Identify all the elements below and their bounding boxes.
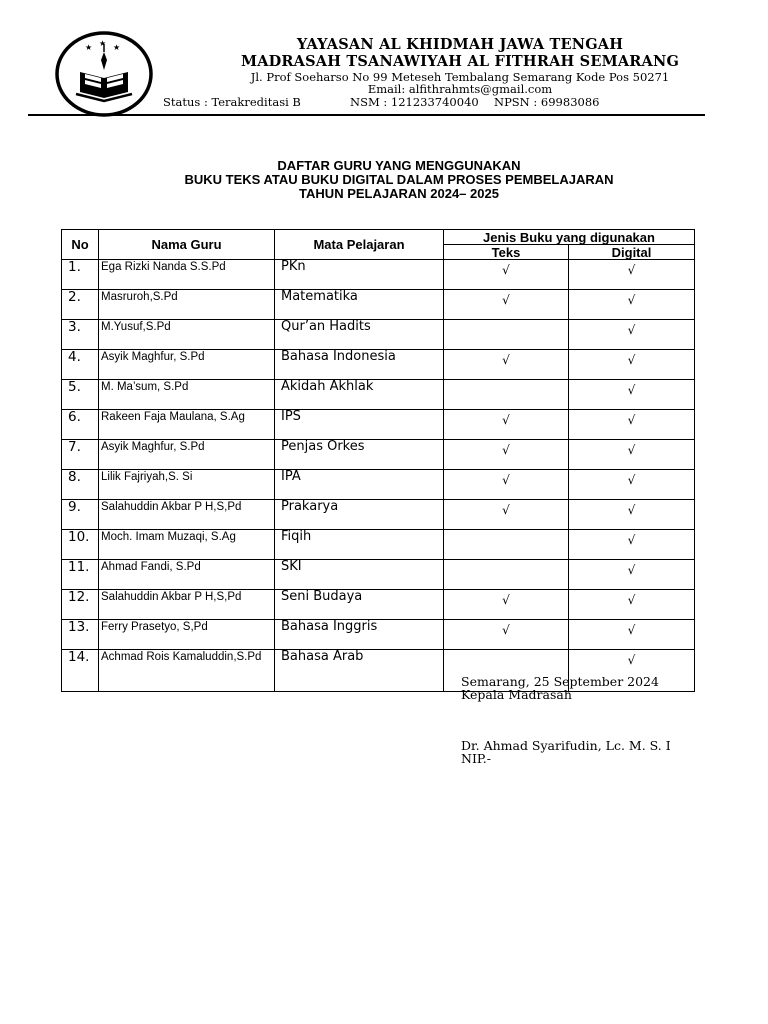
- document-title-line1: DAFTAR GURU YANG MENGGUNAKAN: [277, 158, 521, 173]
- digital-checkmark: √: [569, 380, 695, 410]
- table-row: [62, 320, 695, 350]
- row-number: 14.: [62, 650, 99, 692]
- teks-checkmark: √: [444, 410, 569, 440]
- row-number: 13.: [62, 620, 99, 650]
- digital-checkmark: √: [569, 440, 695, 470]
- teacher-name: M. Ma’sum, S.Pd: [99, 380, 275, 410]
- subject: Seni Budaya: [275, 590, 444, 620]
- teks-checkmark: √: [444, 350, 569, 380]
- document-title-line2: BUKU TEKS ATAU BUKU DIGITAL DALAM PROSES PEMBELAJARAN: [184, 172, 614, 187]
- row-number: 7.: [62, 440, 99, 470]
- table-row: [62, 500, 695, 530]
- row-number: 2.: [62, 290, 99, 320]
- header-nama-guru: Nama Guru: [99, 230, 275, 260]
- school-address: Jl. Prof Soeharso No 99 Meteseh Tembalang Semarang Kode Pos 50271: [250, 70, 670, 84]
- row-number: 1.: [62, 260, 99, 290]
- digital-checkmark: √: [569, 590, 695, 620]
- digital-checkmark: √: [569, 320, 695, 350]
- header-digital: Digital: [569, 245, 695, 260]
- digital-checkmark: √: [569, 470, 695, 500]
- teks-checkmark: √: [444, 590, 569, 620]
- svg-text:★: ★: [99, 39, 107, 48]
- row-number: 6.: [62, 410, 99, 440]
- npsn-number: NPSN : 69983086: [494, 95, 600, 109]
- teks-checkmark: [444, 380, 569, 410]
- school-email: Email: alfithrahmts@gmail.com: [367, 82, 553, 96]
- signature-position: Kepala Madrasah: [461, 687, 572, 702]
- table-row: [62, 290, 695, 320]
- table-row: [62, 350, 695, 380]
- teacher-name: Ahmad Fandi, S.Pd: [99, 560, 275, 590]
- teacher-name: Lilik Fajriyah,S. Si: [99, 470, 275, 500]
- teacher-name: Moch. Imam Muzaqi, S.Ag: [99, 530, 275, 560]
- table-row: [62, 530, 695, 560]
- digital-checkmark: √: [569, 500, 695, 530]
- row-number: 4.: [62, 350, 99, 380]
- header-divider: [28, 114, 705, 116]
- subject: Bahasa Arab: [275, 650, 444, 692]
- teks-checkmark: √: [444, 440, 569, 470]
- teacher-name: Salahuddin Akbar P H,S,Pd: [99, 500, 275, 530]
- table-row: [62, 380, 695, 410]
- subject: SKI: [275, 560, 444, 590]
- row-number: 8.: [62, 470, 99, 500]
- header-teks: Teks: [444, 245, 569, 260]
- signature-nip: NIP.-: [461, 751, 491, 766]
- teks-checkmark: [444, 530, 569, 560]
- teks-checkmark: √: [444, 500, 569, 530]
- teks-checkmark: √: [444, 290, 569, 320]
- table-row: [62, 470, 695, 500]
- teacher-name: Ferry Prasetyo, S,Pd: [99, 620, 275, 650]
- signature-place-date: Semarang, 25 September 2024: [461, 674, 659, 689]
- digital-checkmark: √: [569, 560, 695, 590]
- signature-name: Dr. Ahmad Syarifudin, Lc. M. S. I: [461, 738, 671, 753]
- school-name: MADRASAH TSANAWIYAH AL FITHRAH SEMARANG: [240, 53, 680, 70]
- table-row: [62, 440, 695, 470]
- row-number: 3.: [62, 320, 99, 350]
- teacher-name: Rakeen Faja Maulana, S.Ag: [99, 410, 275, 440]
- subject: Fiqih: [275, 530, 444, 560]
- digital-checkmark: √: [569, 350, 695, 380]
- school-logo-icon: [54, 30, 154, 118]
- row-number: 11.: [62, 560, 99, 590]
- subject: PKn: [275, 260, 444, 290]
- document-title-line3: TAHUN PELAJARAN 2024– 2025: [299, 186, 499, 201]
- teacher-name: Salahuddin Akbar P H,S,Pd: [99, 590, 275, 620]
- teacher-name: Asyik Maghfur, S.Pd: [99, 350, 275, 380]
- row-number: 12.: [62, 590, 99, 620]
- svg-text:★: ★: [113, 43, 121, 52]
- table-header-row: [62, 230, 695, 245]
- accreditation-status: Status : Terakreditasi B: [163, 95, 301, 109]
- header-jenis-buku: Jenis Buku yang digunakan: [444, 230, 695, 245]
- teacher-name: Ega Rizki Nanda S.S.Pd: [99, 260, 275, 290]
- subject: IPA: [275, 470, 444, 500]
- digital-checkmark: √: [569, 620, 695, 650]
- teacher-name: Masruroh,S.Pd: [99, 290, 275, 320]
- row-number: 10.: [62, 530, 99, 560]
- row-number: 5.: [62, 380, 99, 410]
- table-row: [62, 260, 695, 290]
- digital-checkmark: √: [569, 410, 695, 440]
- teks-checkmark: [444, 560, 569, 590]
- teks-checkmark: √: [444, 620, 569, 650]
- teks-checkmark: [444, 320, 569, 350]
- table-row: [62, 590, 695, 620]
- subject: IPS: [275, 410, 444, 440]
- table-row: [62, 560, 695, 590]
- digital-checkmark: √: [569, 290, 695, 320]
- subject: Penjas Orkes: [275, 440, 444, 470]
- digital-checkmark: √: [569, 530, 695, 560]
- teacher-name: Achmad Rois Kamaluddin,S.Pd: [99, 650, 275, 692]
- teacher-name: Asyik Maghfur, S.Pd: [99, 440, 275, 470]
- table-row: [62, 620, 695, 650]
- digital-checkmark: √: [569, 650, 695, 692]
- subject: Akidah Akhlak: [275, 380, 444, 410]
- teacher-book-table: [61, 229, 695, 692]
- table-row: [62, 410, 695, 440]
- svg-text:★: ★: [85, 43, 93, 52]
- teks-checkmark: √: [444, 260, 569, 290]
- teks-checkmark: √: [444, 470, 569, 500]
- row-number: 9.: [62, 500, 99, 530]
- subject: Bahasa Indonesia: [275, 350, 444, 380]
- subject: Prakarya: [275, 500, 444, 530]
- subject: Qur’an Hadits: [275, 320, 444, 350]
- subject: Bahasa Inggris: [275, 620, 444, 650]
- subject: Matematika: [275, 290, 444, 320]
- digital-checkmark: √: [569, 260, 695, 290]
- teacher-name: M.Yusuf,S.Pd: [99, 320, 275, 350]
- foundation-name: YAYASAN AL KHIDMAH JAWA TENGAH: [296, 36, 624, 53]
- header-mata-pelajaran: Mata Pelajaran: [275, 230, 444, 260]
- header-no: No: [62, 230, 99, 260]
- nsm-number: NSM : 121233740040: [350, 95, 479, 109]
